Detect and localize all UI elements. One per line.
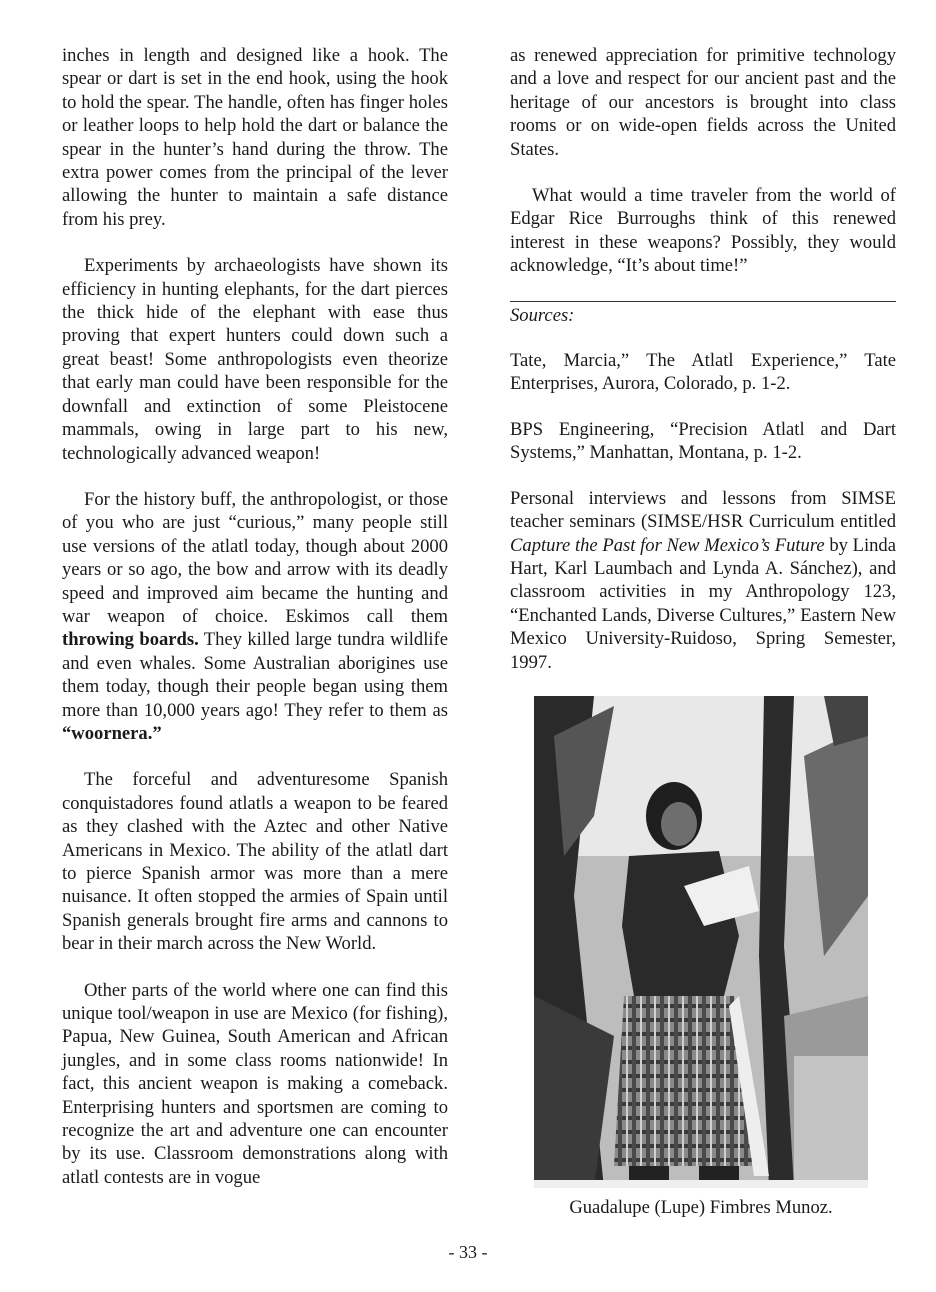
text-run: They killed large tundra wildlife and even whales. Some Australian aborigines use them today, though their people began using them more than 10,000 years ago! They refer to them as (62, 629, 448, 721)
photo-caption: Guadalupe (Lupe) Fimbres Munoz. (569, 1197, 833, 1218)
right-column (510, 44, 896, 696)
body-paragraph: inches in length and designed like a hook. The spear or dart is set in the end hook, using the hook to hold the spear. The handle, often has finger holes or leather loops to help hold the dart or balance the spear in the hunter’s hand during the throw. The extra power comes from the principal of the lever allowing the hunter to maintain a safe distance from his prey. (62, 45, 448, 230)
source-entry: BPS Engineering, “Precision Atlatl and Dart Systems,” Manhattan, Montana, p. 1-2. (510, 418, 896, 464)
source-entry: Tate, Marcia,” The Atlatl Experience,” Tate Enterprises, Aurora, Colorado, p. 1-2. (510, 350, 896, 395)
text-run: Personal interviews and lessons from SIMSE teacher seminars (SIMSE/HSR Curriculum entitled (510, 487, 896, 533)
source-entry (510, 487, 896, 674)
italic-title: Capture the Past for New Mexico’s Future (510, 534, 825, 556)
left-column (62, 44, 448, 1212)
portrait-photo (534, 696, 868, 1188)
body-paragraph: What would a time traveler from the world of Edgar Rice Burroughs think of this renewed interest in these weapons? Possibly, they would acknowledge, “It’s about time!” (510, 185, 896, 277)
sources-section (510, 304, 896, 674)
bold-term: “woornera.” (62, 722, 162, 744)
sources-heading: Sources: (510, 304, 575, 326)
body-paragraph: Other parts of the world where one can find this unique tool/weapon in use are Mexico (for fishing), Papua, New Guinea, South American and African jungles, and in some class rooms nationwide! In fact, this ancient weapon is making a comeback. Enterprising hunters and sportsmen are coming to recognize the art and adventure one can encounter by its use. Classroom demonstrations along with atlatl contests are in vogue (62, 979, 448, 1188)
photo-illustration (534, 696, 868, 1188)
sources-divider (510, 301, 896, 302)
text-run: by Linda Hart, Karl Laumbach and Lynda A. Sánchez), and classroom activities in my Anthropology 123, “Enchanted Lands, Diverse Cultures,” Eastern New Mexico University-Ruidoso, Spring Semester, 1997. (510, 534, 896, 673)
body-paragraph: as renewed appreciation for primitive technology and a love and respect for our ancient past and the heritage of our ancestors is brought into class rooms or on wide-open fields across the United States. (510, 45, 896, 160)
body-paragraph: The forceful and adventuresome Spanish conquistadores found atlatls a weapon to be feared as they clashed with the Aztec and other Native Americans in Mexico. The ability of the atlatl dart to pierce Spanish armor was more than a mere nuisance. It often stopped the armies of Spain until Spanish generals brought fire arms and cannons to bear in their march across the New World. (62, 769, 448, 955)
body-paragraph (62, 488, 448, 745)
bold-term: throwing boards. (62, 629, 199, 651)
body-paragraph: Experiments by archaeologists have shown its efficiency in hunting elephants, for the dart pierces the thick hide of the elephant with ease thus proving that expert hunters could down such a great beast! Some anthropologists even theorize that early man could have been responsible for the downfall and extinction of some Pleistocene mammals, owing in large part to his new, technologically advanced weapon! (62, 255, 448, 464)
text-run: For the history buff, the anthropologist, or those of you who are just “curious,” many people still use versions of the atlatl today, though about 2000 years or so ago, the bow and arrow with its deadly speed and improved aim became the hunting and war weapon of choice. Eskimos call them (62, 488, 448, 627)
page-number: - 33 - (448, 1242, 488, 1262)
